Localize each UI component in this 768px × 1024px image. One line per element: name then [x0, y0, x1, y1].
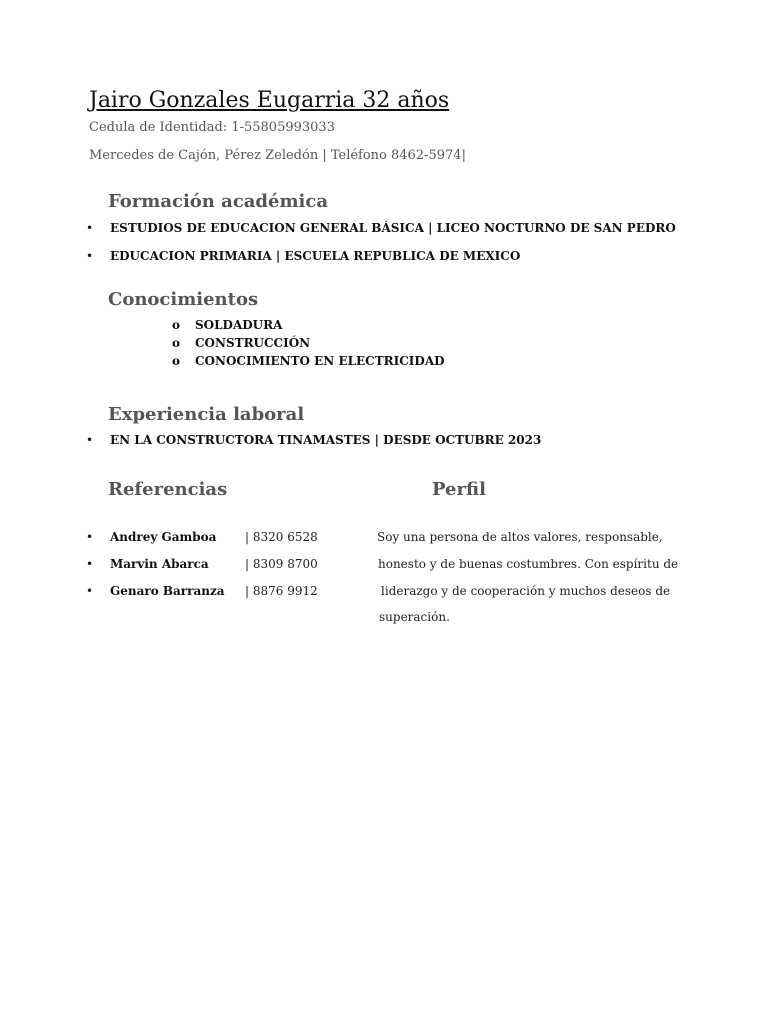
profile-line: honesto y de buenas costumbres. Con espíritu de: [378, 557, 679, 571]
skill-item: CONSTRUCCIÓN: [195, 336, 311, 350]
experience-title: Experiencia laboral: [108, 404, 305, 425]
bullet-icon: •: [86, 557, 94, 571]
reference-phone: | 8876 9912: [245, 584, 318, 598]
references-title: Referencias: [108, 479, 228, 500]
reference-phone: | 8320 6528: [245, 530, 318, 544]
profile-line: Soy una persona de altos valores, responsable,: [377, 530, 663, 544]
skills-title: Conocimientos: [108, 289, 259, 310]
skill-item: CONOCIMIENTO EN ELECTRICIDAD: [195, 354, 445, 368]
bullet-icon: •: [86, 249, 94, 263]
reference-name: Marvin Abarca: [110, 557, 209, 571]
experience-item: EN LA CONSTRUCTORA TINAMASTES | DESDE OCTUBRE 2023: [110, 433, 542, 447]
reference-name: Andrey Gamboa: [110, 530, 217, 544]
bullet-icon: •: [86, 221, 94, 235]
education-item: EDUCACION PRIMARIA | ESCUELA REPUBLICA DE MEXICO: [110, 249, 521, 263]
profile-title: Perfil: [432, 479, 486, 500]
profile-line: liderazgo y de cooperación y muchos deseos de: [381, 584, 671, 598]
education-item: ESTUDIOS DE EDUCACION GENERAL BÁSICA | LICEO NOCTURNO DE SAN PEDRO: [110, 221, 676, 235]
profile-line: superación.: [379, 610, 450, 624]
education-title: Formación académica: [108, 191, 328, 212]
circle-bullet-icon: o: [172, 318, 181, 332]
bullet-icon: •: [86, 433, 94, 447]
candidate-name: Jairo Gonzales Eugarria 32 años: [89, 88, 450, 113]
address-phone-line: Mercedes de Cajón, Pérez Zeledón | Teléfono 8462-5974|: [89, 148, 466, 163]
bullet-icon: •: [86, 584, 94, 598]
skill-item: SOLDADURA: [195, 318, 283, 332]
reference-phone: | 8309 8700: [245, 557, 318, 571]
bullet-icon: •: [86, 530, 94, 544]
circle-bullet-icon: o: [172, 336, 181, 350]
circle-bullet-icon: o: [172, 354, 181, 368]
id-line: Cedula de Identidad: 1-55805993033: [89, 120, 335, 135]
reference-name: Genaro Barranza: [110, 584, 225, 598]
